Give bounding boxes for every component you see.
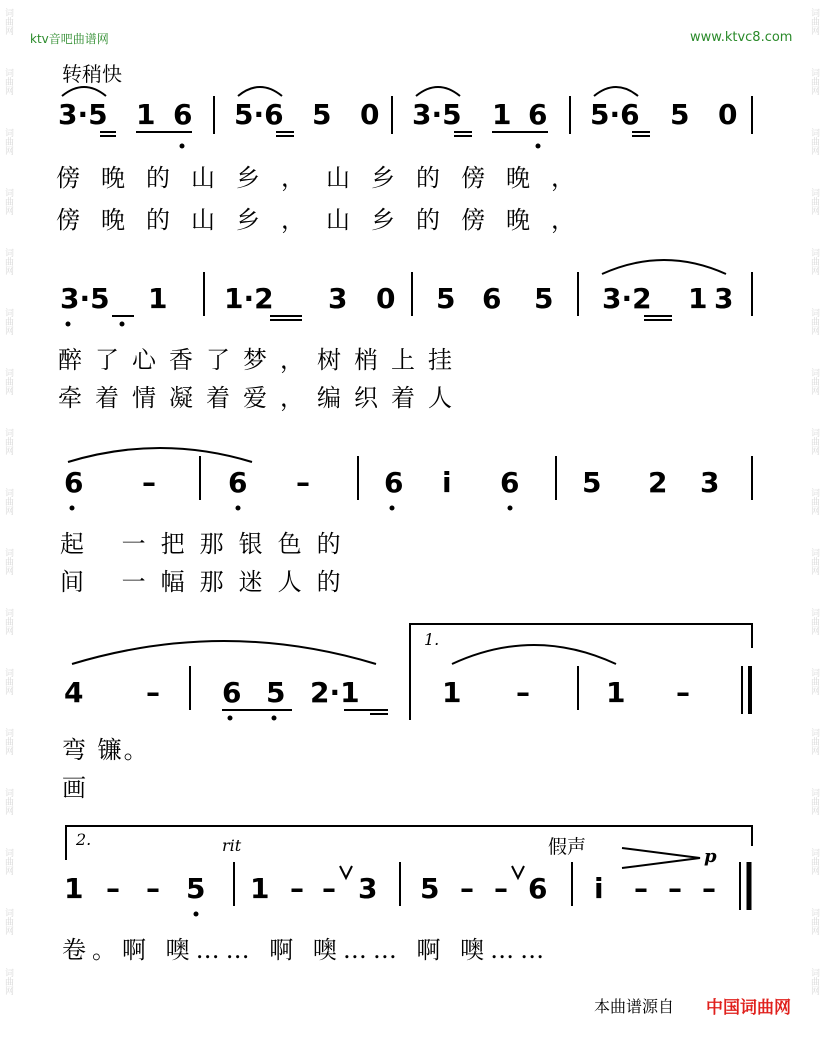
watermark-text: 词曲网 bbox=[809, 128, 819, 155]
note: – bbox=[296, 466, 310, 499]
watermark-text: 词曲网 bbox=[3, 128, 13, 155]
note: 1·2 bbox=[224, 282, 274, 315]
watermark-text: 词曲网 bbox=[3, 668, 13, 695]
watermark-text: 词曲网 bbox=[809, 908, 819, 935]
watermark-text: 词曲网 bbox=[809, 608, 819, 635]
lyrics-line-2: 傍晚的山乡，山乡的傍晚， bbox=[56, 206, 596, 234]
footer-source-site[interactable]: 中国词曲网 bbox=[706, 998, 791, 1018]
note: – bbox=[702, 872, 716, 905]
note: 3·5 bbox=[60, 282, 110, 315]
note: – bbox=[516, 676, 530, 709]
note: 5 bbox=[266, 676, 286, 709]
note: – bbox=[322, 872, 336, 905]
note: 3·5 bbox=[58, 98, 108, 131]
watermark-text: 词曲网 bbox=[3, 488, 13, 515]
volta-1-bracket bbox=[410, 624, 752, 720]
note: 6 bbox=[482, 282, 502, 315]
octave-dot bbox=[228, 716, 233, 721]
watermark-text: 词曲网 bbox=[809, 968, 819, 995]
note: 5·6 bbox=[234, 98, 284, 131]
watermark-text: 词曲网 bbox=[3, 68, 13, 95]
watermark-text: 词曲网 bbox=[809, 428, 819, 455]
dynamic-p: p bbox=[704, 846, 717, 867]
note: 3 bbox=[714, 282, 734, 315]
volta-1-label: 1. bbox=[424, 630, 440, 649]
note: 4 bbox=[64, 676, 84, 709]
note: 0 bbox=[360, 98, 380, 131]
tie bbox=[68, 448, 252, 462]
slur bbox=[238, 87, 282, 96]
note: 2·1 bbox=[310, 676, 360, 709]
octave-dot bbox=[536, 144, 541, 149]
note: 6 bbox=[528, 98, 548, 131]
watermark-text: 词曲网 bbox=[809, 668, 819, 695]
note: – bbox=[142, 466, 156, 499]
breath-mark bbox=[340, 866, 352, 878]
note: 5 bbox=[670, 98, 690, 131]
decrescendo bbox=[622, 848, 700, 868]
octave-dot bbox=[272, 716, 277, 721]
lyrics-line-1: 起 一把那银色的 bbox=[60, 530, 356, 558]
slur bbox=[62, 87, 106, 96]
watermark-text: 词曲网 bbox=[3, 728, 13, 755]
watermark-text: 词曲网 bbox=[3, 968, 13, 995]
note: 1 bbox=[688, 282, 708, 315]
note: i bbox=[594, 872, 604, 905]
note: 3 bbox=[700, 466, 720, 499]
watermark-text: 词曲网 bbox=[3, 548, 13, 575]
lyrics-line-2: 牵着情凝着爱，编织着人 bbox=[58, 384, 465, 412]
watermark-text: 词曲网 bbox=[809, 488, 819, 515]
rit-marking: rit bbox=[222, 836, 242, 855]
slur bbox=[416, 87, 460, 96]
slur bbox=[72, 641, 376, 664]
watermark-text: 词曲网 bbox=[3, 608, 13, 635]
note: 6 bbox=[228, 466, 248, 499]
note: 2 bbox=[648, 466, 668, 499]
note: – bbox=[494, 872, 508, 905]
note: 1 bbox=[64, 872, 84, 905]
watermark-text: 词曲网 bbox=[809, 68, 819, 95]
tempo-marking: 转稍快 bbox=[62, 62, 122, 86]
note: – bbox=[146, 872, 160, 905]
watermark-text: 词曲网 bbox=[809, 248, 819, 275]
watermark-text: 词曲网 bbox=[3, 368, 13, 395]
note: 5 bbox=[436, 282, 456, 315]
note: 0 bbox=[376, 282, 396, 315]
note: 3·5 bbox=[412, 98, 462, 131]
note: 3 bbox=[328, 282, 348, 315]
slur bbox=[602, 260, 726, 274]
lyrics-line-1: 傍晚的山乡，山乡的傍晚， bbox=[56, 164, 596, 192]
watermark-text: 词曲网 bbox=[3, 188, 13, 215]
note: 3 bbox=[358, 872, 378, 905]
lyrics-line-2: 间 一幅那迷人的 bbox=[60, 568, 356, 596]
watermark-text: 词曲网 bbox=[3, 248, 13, 275]
note: 5 bbox=[420, 872, 440, 905]
note: 5·6 bbox=[590, 98, 640, 131]
note: 1 bbox=[148, 282, 168, 315]
watermark-text: 词曲网 bbox=[3, 908, 13, 935]
note: 6 bbox=[173, 98, 193, 131]
footer-source-label: 本曲谱源自 bbox=[594, 997, 675, 1016]
note: 6 bbox=[528, 872, 548, 905]
note: 1 bbox=[442, 676, 462, 709]
note: 5 bbox=[186, 872, 206, 905]
note: 6 bbox=[500, 466, 520, 499]
watermark-text: 词曲网 bbox=[809, 728, 819, 755]
note: 0 bbox=[718, 98, 738, 131]
octave-dot bbox=[66, 322, 71, 327]
watermark-text: 词曲网 bbox=[809, 848, 819, 875]
octave-dot bbox=[180, 144, 185, 149]
note: – bbox=[146, 676, 160, 709]
watermark-text: 词曲网 bbox=[809, 368, 819, 395]
note: 1 bbox=[250, 872, 270, 905]
note: – bbox=[676, 676, 690, 709]
header-site-left[interactable]: ktv音吧曲谱网 bbox=[30, 32, 109, 46]
watermark-text: 词曲网 bbox=[3, 428, 13, 455]
watermark-text: 词曲网 bbox=[3, 8, 13, 35]
note: 5 bbox=[312, 98, 332, 131]
lyrics-line-2: 画 bbox=[62, 774, 86, 802]
octave-dot bbox=[508, 506, 513, 511]
note: 1 bbox=[136, 98, 156, 131]
slur bbox=[594, 87, 638, 96]
octave-dot bbox=[120, 322, 125, 327]
note: 5 bbox=[534, 282, 554, 315]
falsetto-marking: 假声 bbox=[548, 836, 587, 858]
note: 1 bbox=[492, 98, 512, 131]
watermark-text: 词曲网 bbox=[3, 788, 13, 815]
note: 1 bbox=[606, 676, 626, 709]
octave-dot bbox=[194, 912, 199, 917]
note: 6 bbox=[384, 466, 404, 499]
octave-dot bbox=[390, 506, 395, 511]
volta-2-bracket bbox=[66, 826, 752, 860]
octave-dot bbox=[236, 506, 241, 511]
lyrics-line-1: 卷。啊 噢…… 啊 噢…… 啊 噢…… bbox=[62, 936, 551, 964]
note: – bbox=[106, 872, 120, 905]
tie bbox=[452, 645, 616, 664]
note: – bbox=[668, 872, 682, 905]
note: – bbox=[290, 872, 304, 905]
octave-dot bbox=[70, 506, 75, 511]
note: – bbox=[634, 872, 648, 905]
note: 5 bbox=[582, 466, 602, 499]
watermark-text: 词曲网 bbox=[809, 788, 819, 815]
note: i bbox=[442, 466, 452, 499]
note: 6 bbox=[222, 676, 242, 709]
note: 6 bbox=[64, 466, 84, 499]
watermark-text: 词曲网 bbox=[3, 848, 13, 875]
lyrics-line-1: 醉了心香了梦，树梢上挂 bbox=[58, 346, 465, 374]
watermark-text: 词曲网 bbox=[3, 308, 13, 335]
lyrics-line-1: 弯 镰。 bbox=[62, 736, 150, 764]
watermark-text: 词曲网 bbox=[809, 8, 819, 35]
watermark-text: 词曲网 bbox=[809, 548, 819, 575]
breath-mark bbox=[512, 866, 524, 878]
note: – bbox=[460, 872, 474, 905]
watermark-text: 词曲网 bbox=[809, 308, 819, 335]
note: 3·2 bbox=[602, 282, 652, 315]
header-site-right[interactable]: www.ktvc8.com bbox=[690, 30, 793, 45]
watermark-text: 词曲网 bbox=[809, 188, 819, 215]
volta-2-label: 2. bbox=[76, 830, 92, 849]
